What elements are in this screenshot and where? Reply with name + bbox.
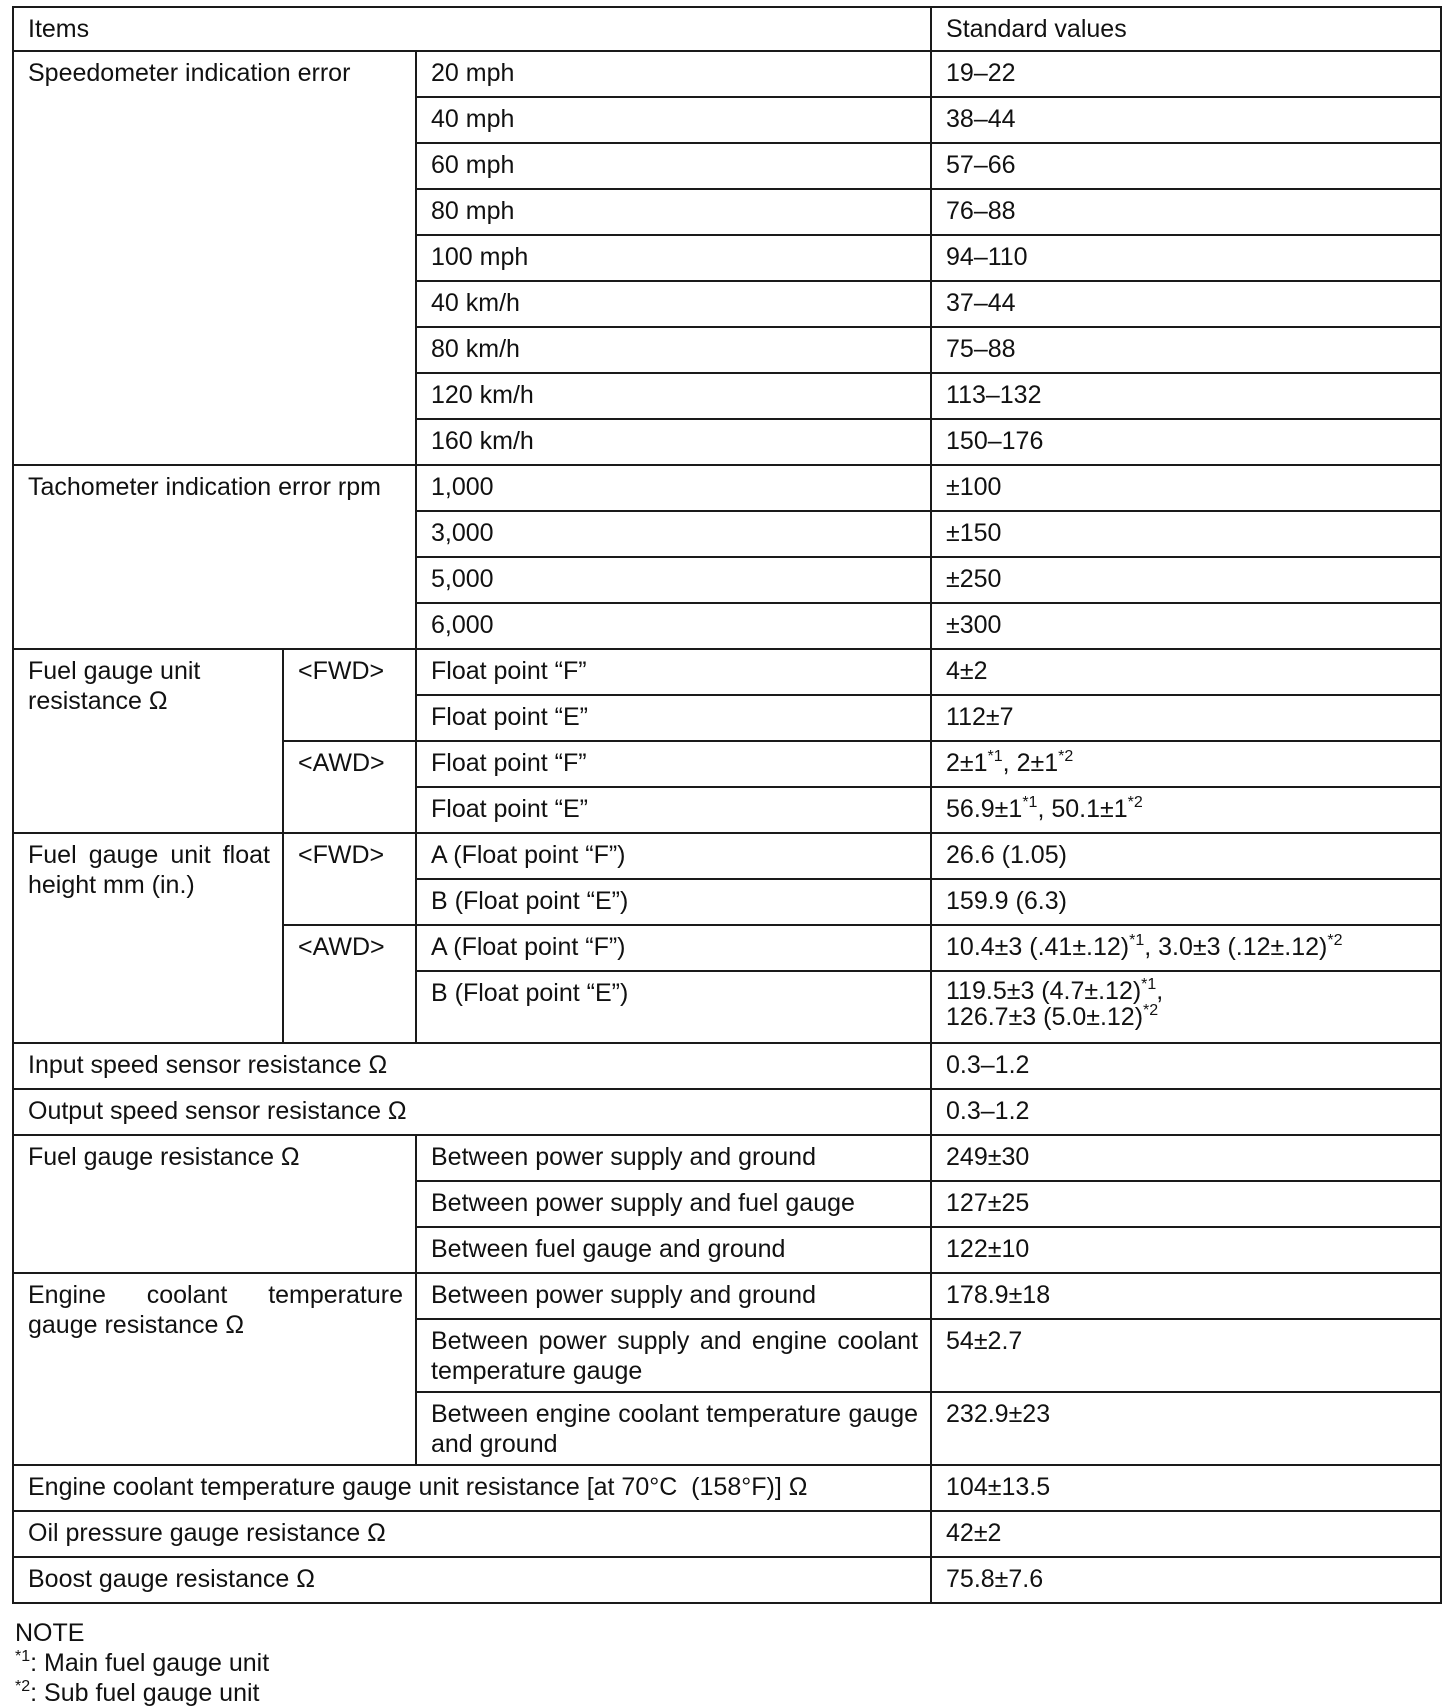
- fuel-unit-height-label: Fuel gauge unit float height mm (in.): [13, 833, 283, 1043]
- value-cell: 178.9±18: [931, 1273, 1441, 1319]
- oil-pressure-label: Oil pressure gauge resistance Ω: [13, 1511, 931, 1557]
- speed-cell: 100 mph: [416, 235, 931, 281]
- between-cell: Between power supply and engine coolant temperature gauge: [416, 1319, 931, 1392]
- speed-cell: 120 km/h: [416, 373, 931, 419]
- coolant-unit-resistance-label: Engine coolant temperature gauge unit resistance [at 70°C (158°F)] Ω: [13, 1465, 931, 1511]
- float-point-cell: Float point “E”: [416, 787, 931, 833]
- value-cell: 0.3–1.2: [931, 1043, 1441, 1089]
- float-point-cell: Float point “F”: [416, 649, 931, 695]
- sub-unit-value: 50.1±1: [1051, 795, 1128, 823]
- value-cell: ±250: [931, 557, 1441, 603]
- value-cell: 54±2.7: [931, 1319, 1441, 1392]
- footnote-1: [15, 1648, 1440, 1678]
- footnote-mark: *2: [1127, 794, 1143, 811]
- notes-section: [12, 1618, 1440, 1708]
- table-row: [13, 649, 1441, 695]
- value-cell: 75–88: [931, 327, 1441, 373]
- value-cell: 38–44: [931, 97, 1441, 143]
- value-cell: [931, 741, 1441, 787]
- speed-cell: 80 km/h: [416, 327, 931, 373]
- footnote-mark: *1: [1022, 794, 1038, 811]
- input-speed-sensor-label: Input speed sensor resistance Ω: [13, 1043, 931, 1089]
- table-row: [13, 1273, 1441, 1319]
- table-row: [13, 51, 1441, 97]
- float-point-cell: B (Float point “E”): [416, 879, 931, 925]
- between-cell: Between engine coolant temperature gauge and ground: [416, 1392, 931, 1465]
- value-cell: [931, 971, 1441, 1043]
- speedometer-label: Speedometer indication error: [13, 51, 416, 465]
- awd-label: <AWD>: [283, 741, 416, 833]
- value-cell: 19–22: [931, 51, 1441, 97]
- footnote-mark: *1: [15, 1648, 31, 1665]
- value-cell: 127±25: [931, 1181, 1441, 1227]
- awd-label: <AWD>: [283, 925, 416, 1043]
- between-cell: Between fuel gauge and ground: [416, 1227, 931, 1273]
- between-cell: Between power supply and ground: [416, 1273, 931, 1319]
- tachometer-label: Tachometer indication error rpm: [13, 465, 416, 649]
- table-row: [13, 1135, 1441, 1181]
- value-separator: ,: [1144, 933, 1159, 961]
- value-cell: [931, 925, 1441, 971]
- table-row: [13, 833, 1441, 879]
- fwd-label: <FWD>: [283, 649, 416, 741]
- table-row: [13, 465, 1441, 511]
- between-cell: Between power supply and fuel gauge: [416, 1181, 931, 1227]
- float-point-cell: A (Float point “F”): [416, 925, 931, 971]
- table-row: [13, 1557, 1441, 1603]
- footnote-mark: *2: [15, 1678, 31, 1695]
- value-cell: 113–132: [931, 373, 1441, 419]
- footnote-text: : Main fuel gauge unit: [30, 1649, 270, 1677]
- speed-cell: 40 km/h: [416, 281, 931, 327]
- footnote-2: [15, 1678, 1440, 1708]
- value-cell: ±150: [931, 511, 1441, 557]
- main-unit-value: 10.4±3 (.41±.12): [946, 933, 1130, 961]
- main-unit-value: 2±1: [946, 749, 988, 777]
- between-cell: Between power supply and ground: [416, 1135, 931, 1181]
- footnote-mark: *1: [987, 748, 1003, 765]
- main-unit-value: 119.5±3 (4.7±.12): [946, 977, 1142, 1005]
- value-cell: 0.3–1.2: [931, 1089, 1441, 1135]
- value-separator: ,: [1037, 795, 1052, 823]
- rpm-cell: 5,000: [416, 557, 931, 603]
- footnote-mark: *2: [1143, 1002, 1159, 1019]
- notes-title: NOTE: [15, 1619, 85, 1647]
- value-cell: 122±10: [931, 1227, 1441, 1273]
- speed-cell: 60 mph: [416, 143, 931, 189]
- value-cell: 104±13.5: [931, 1465, 1441, 1511]
- rpm-cell: 3,000: [416, 511, 931, 557]
- spec-sheet: [12, 6, 1440, 1708]
- footnote-mark: *1: [1141, 976, 1157, 993]
- table-row: [13, 1465, 1441, 1511]
- float-point-cell: Float point “F”: [416, 741, 931, 787]
- table-row: [13, 1089, 1441, 1135]
- sub-unit-value: 126.7±3 (5.0±.12): [946, 1003, 1144, 1031]
- fuel-unit-resistance-label: Fuel gauge unit resistance Ω: [13, 649, 283, 833]
- boost-gauge-label: Boost gauge resistance Ω: [13, 1557, 931, 1603]
- value-cell: 232.9±23: [931, 1392, 1441, 1465]
- table-row: [13, 1511, 1441, 1557]
- value-cell: 94–110: [931, 235, 1441, 281]
- value-cell: [931, 787, 1441, 833]
- main-unit-value: 56.9±1: [946, 795, 1023, 823]
- value-cell: 76–88: [931, 189, 1441, 235]
- value-cell: 26.6 (1.05): [931, 833, 1441, 879]
- value-cell: ±100: [931, 465, 1441, 511]
- value-cell: 42±2: [931, 1511, 1441, 1557]
- value-cell: 112±7: [931, 695, 1441, 741]
- speed-cell: 160 km/h: [416, 419, 931, 465]
- float-point-cell: B (Float point “E”): [416, 971, 931, 1043]
- output-speed-sensor-label: Output speed sensor resistance Ω: [13, 1089, 931, 1135]
- float-point-cell: Float point “E”: [416, 695, 931, 741]
- sub-unit-value: 3.0±3 (.12±.12): [1158, 933, 1328, 961]
- header-standard-values: Standard values: [931, 7, 1441, 51]
- footnote-mark: *1: [1129, 932, 1145, 949]
- value-cell: 37–44: [931, 281, 1441, 327]
- value-cell: 249±30: [931, 1135, 1441, 1181]
- value-cell: 159.9 (6.3): [931, 879, 1441, 925]
- value-cell: 150–176: [931, 419, 1441, 465]
- value-cell: 75.8±7.6: [931, 1557, 1441, 1603]
- footnote-mark: *2: [1327, 932, 1343, 949]
- speed-cell: 80 mph: [416, 189, 931, 235]
- fuel-gauge-resistance-label: Fuel gauge resistance Ω: [13, 1135, 416, 1273]
- value-cell: ±300: [931, 603, 1441, 649]
- speed-cell: 20 mph: [416, 51, 931, 97]
- float-point-cell: A (Float point “F”): [416, 833, 931, 879]
- rpm-cell: 1,000: [416, 465, 931, 511]
- speed-cell: 40 mph: [416, 97, 931, 143]
- fwd-label: <FWD>: [283, 833, 416, 925]
- table-row: [13, 1043, 1441, 1089]
- header-row: [13, 7, 1441, 51]
- value-cell: 57–66: [931, 143, 1441, 189]
- value-separator: ,: [1002, 749, 1017, 777]
- rpm-cell: 6,000: [416, 603, 931, 649]
- footnote-text: : Sub fuel gauge unit: [30, 1679, 260, 1707]
- value-cell: 4±2: [931, 649, 1441, 695]
- coolant-gauge-resistance-label: Engine coolant temperature gauge resistance Ω: [13, 1273, 416, 1465]
- value-separator: ,: [1156, 977, 1164, 1005]
- sub-unit-value: 2±1: [1016, 749, 1059, 777]
- footnote-mark: *2: [1058, 748, 1074, 765]
- header-items: Items: [13, 7, 931, 51]
- standard-values-table: [12, 6, 1442, 1604]
